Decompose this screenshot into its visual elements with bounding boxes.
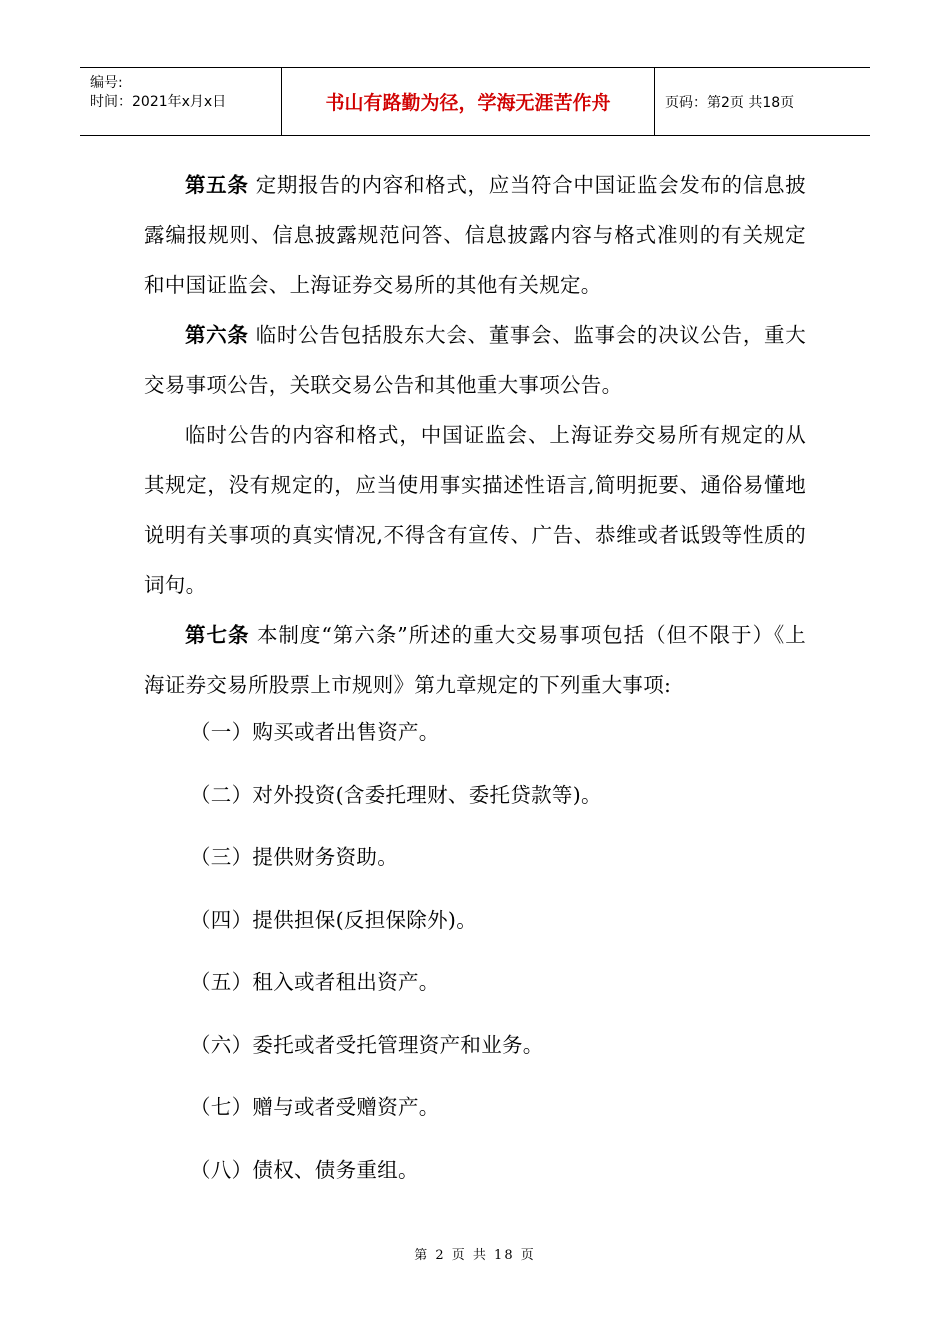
article-6-text: 临时公告包括股东大会、董事会、监事会的决议公告，重大交易事项公告，关联交易公告和其他重大事项公告。 [144, 323, 806, 397]
list-item: （七）赠与或者受赠资产。 [190, 1095, 440, 1119]
article-5 [144, 160, 806, 310]
list-item: （二）对外投资(含委托理财、委托贷款等)。 [190, 783, 602, 807]
page-footer: 第 2 页 共 18 页 [414, 1248, 536, 1263]
article-5-title: 第五条 [185, 173, 249, 197]
document-body [144, 160, 806, 710]
list-item: （一）购买或者出售资产。 [190, 720, 440, 744]
document-number-label: 编号: [90, 75, 123, 91]
list-item: （八）债权、债务重组。 [190, 1158, 419, 1182]
article-7 [144, 610, 806, 710]
article-5-text: 定期报告的内容和格式，应当符合中国证监会发布的信息披露编报规则、信息披露规范问答、信息披露内容与格式准则的有关规定和中国证监会、上海证券交易所的其他有关规定。 [144, 173, 806, 297]
article-6-paragraph-2: 临时公告的内容和格式，中国证监会、上海证券交易所有规定的从其规定，没有规定的，应当使用事实描述性语言,简明扼要、通俗易懂地说明有关事项的真实情况,不得含有宣传、广告、恭维或者诋毁等性质的词句。 [144, 423, 806, 597]
document-date-label: 时间：2021年x月x日 [90, 94, 227, 110]
header-page-info: 页码：第2页 共18页 [665, 94, 795, 111]
list-item: （四）提供担保(反担保除外)。 [190, 908, 477, 932]
page-header [80, 67, 870, 136]
article-6-title: 第六条 [185, 323, 249, 347]
list-item: （五）租入或者租出资产。 [190, 970, 440, 994]
header-meta [80, 68, 282, 135]
list-item: （三）提供财务资助。 [190, 845, 398, 869]
list-item: （六）委托或者受托管理资产和业务。 [190, 1033, 544, 1057]
header-motto: 书山有路勤为径，学海无涯苦作舟 [282, 68, 655, 135]
article-7-text: 本制度“第六条”所述的重大交易事项包括（但不限于）《上海证券交易所股票上市规则》第九章规定的下列重大事项: [144, 623, 806, 697]
article-6 [144, 310, 806, 410]
article-7-title: 第七条 [185, 623, 250, 647]
